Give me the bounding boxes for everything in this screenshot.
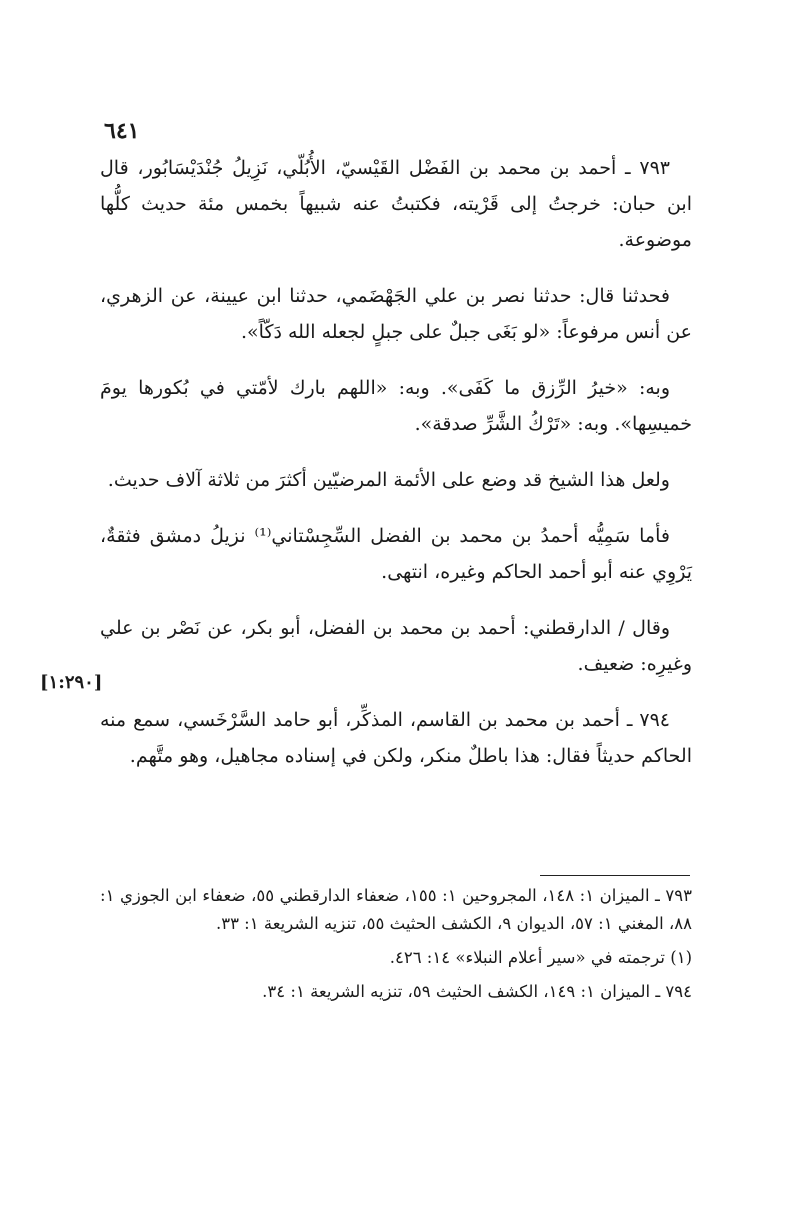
entry-793-paragraph-3: وبه: «خيرُ الرِّزق ما كَفَى». وبه: «اللهم بارك لأمّتي في بُكورها يومَ خميسِها». وبه: «تَرْكُ الشَّرِّ صدقة».: [100, 377, 692, 435]
footnote-divider: [540, 875, 690, 876]
main-text: [100, 150, 692, 794]
page-number: ٦٤١: [104, 118, 140, 144]
entry-793-paragraph-5: فأما سَمِيُّه أحمدُ بن محمد بن الفضل السِّجِسْتاني⁽¹⁾ نزيلُ دمشق فثقةٌ، يَرْوِي عنه أبو أحمد الحاكم وغيره، انتهى.: [100, 525, 692, 583]
entry-793-paragraph-6: وقال / الدارقطني: أحمد بن محمد بن الفضل، أبو بكر، عن نَصْر بن علي وغيرِه: ضعيف.: [100, 617, 692, 675]
entry-794-heading: ٧٩٤ ـ أحمد بن محمد بن القاسم، المذكِّر، أبو حامد السَّرْخَسي، سمع منه الحاكم حديثاً فقال: هذا باطلٌ منكر، ولكن في إسناده مجاهيل، وهو متَّهم.: [100, 709, 692, 767]
footnote-793: ٧٩٣ ـ الميزان ١: ١٤٨، المجروحين ١: ١٥٥، ضعفاء الدارقطني ٥٥، ضعفاء ابن الجوزي ١: ٨٨، المغني ١: ٥٧، الديوان ٩، الكشف الحثيث ٥٥، تنزيه الشريعة ١: ٣٣.: [100, 886, 692, 933]
entry-793-paragraph-4: ولعل هذا الشيخ قد وضع على الأئمة المرضيّين أكثرَ من ثلاثة آلاف حديث.: [107, 469, 670, 491]
footnotes: [100, 882, 692, 1012]
entry-793-paragraph-2: فحدثنا قال: حدثنا نصر بن علي الجَهْضَمي، حدثنا ابن عيينة، عن الزهري، عن أنس مرفوعاً: «لو بَغَى جبلٌ على جبلٍ لجعله الله دَكّاً».: [100, 285, 692, 343]
footnote-1: (١) ترجمته في «سير أعلام النبلاء» ١٤: ٤٢٦.: [389, 948, 692, 967]
footnote-794: ٧٩٤ ـ الميزان ١: ١٤٩، الكشف الحثيث ٥٩، تنزيه الشريعة ١: ٣٤.: [262, 982, 692, 1001]
margin-reference: [١:٢٩٠]: [40, 672, 103, 693]
entry-793-heading: ٧٩٣ ـ أحمد بن محمد بن الفَضْل القَيْسيّ، الأُبُلّي، نَزِيلُ جُنْدَيْسَابُور، قال ابن حبان: خرجتُ إلى قَرْيته، فكتبتُ عنه شبيهاً بخمس مئة حديث كلُّها موضوعة.: [100, 157, 692, 251]
